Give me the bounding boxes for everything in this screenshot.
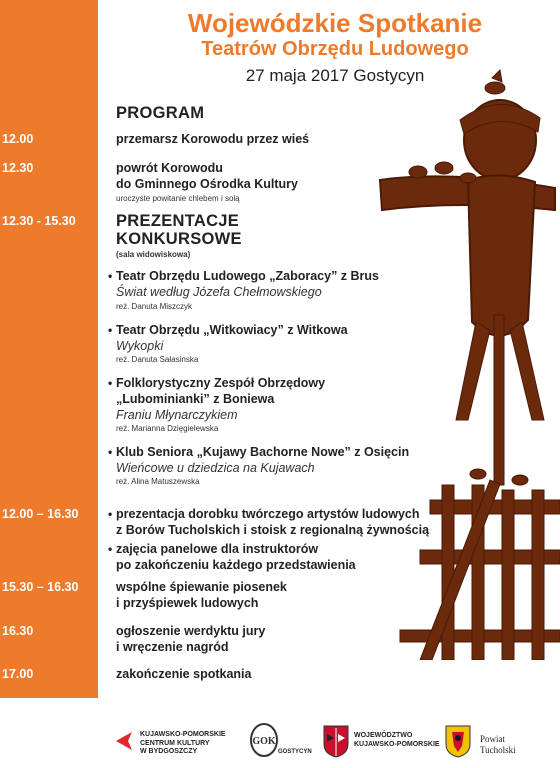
program-item: po zakończeniu każdego przedstawienia <box>116 558 356 572</box>
play-title: Franiu Młynarczykiem <box>116 408 238 422</box>
program-item: i przyśpiewek ludowych <box>116 596 259 610</box>
program-item: wspólne śpiewanie piosenek <box>116 580 287 594</box>
svg-text:GOK: GOK <box>252 736 276 747</box>
program-item: prezentacja dorobku twórczego artystów ludowych <box>116 507 420 521</box>
program-item: powrót Korowodu <box>116 161 223 175</box>
time-label: 12.30 - 15.30 <box>2 214 76 228</box>
kpck-logo-icon <box>112 730 136 752</box>
program-heading: PROGRAM <box>116 104 205 122</box>
troupe-name-cont: „Lubominianki” z Boniewa <box>116 392 275 406</box>
troupe-name: Folklorystyczny Zespół Obrzędowy <box>116 376 326 390</box>
gok-logo-text: GOSTYCYN <box>278 749 312 755</box>
time-label: 12.00 <box>2 132 34 146</box>
program-item: do Gminnego Ośrodka Kultury <box>116 177 298 191</box>
director: reż. Marianna Dzięgielewska <box>116 424 219 433</box>
section-heading: PREZENTACJE <box>116 212 240 230</box>
program-note: uroczyste powitanie chlebem i solą <box>116 194 240 203</box>
program-item: zakończenie spotkania <box>116 667 252 681</box>
bullet: • <box>108 542 113 556</box>
kpck-logo-text: KUJAWSKO-POMORSKIE CENTRUM KULTURY W BYDGOSZCZY <box>140 731 226 755</box>
bullet: • <box>108 269 113 283</box>
troupe-name: Klub Seniora „Kujawy Bachorne Nowe” z Osięcin <box>116 445 410 459</box>
event-date: 27 maja 2017 Gostycyn <box>245 66 425 85</box>
footer-logos <box>0 698 560 768</box>
gok-logo-icon <box>248 722 280 762</box>
director: reż. Danuta Miszczyk <box>116 302 193 311</box>
program-item: i wręczenie nagród <box>116 640 229 654</box>
program-item: zajęcia panelowe dla instruktorów <box>116 542 319 556</box>
troupe-name: Teatr Obrzędu Ludowego „Zaboracy” z Brus <box>116 269 379 283</box>
time-label: 12.00 – 16.30 <box>2 507 79 521</box>
director: reż. Danuta Sałasinska <box>116 355 199 364</box>
event-title: Wojewódzkie Spotkanie <box>187 8 483 38</box>
troupe-name: Teatr Obrzędu „Witkowiacy” z Witkowa <box>116 323 348 337</box>
section-heading: KONKURSOWE <box>116 230 242 248</box>
voivodeship-crest-icon <box>322 724 350 758</box>
section-note: (sala widowiskowa) <box>116 250 191 259</box>
time-label: 17.00 <box>2 667 34 681</box>
bullet: • <box>108 323 113 337</box>
program-item: z Borów Tucholskich i stoisk z regionalną żywnością <box>116 523 430 537</box>
voivodeship-logo-text: WOJEWÓDZTWO KUJAWSKO-POMORSKIE <box>354 732 440 748</box>
bullet: • <box>108 376 113 390</box>
county-crest-icon <box>444 724 472 758</box>
county-logo-text: Powiat Tucholski <box>480 734 516 755</box>
play-title: Świat według Józefa Chełmowskiego <box>116 285 322 299</box>
program-item: przemarsz Korowodu przez wieś <box>116 132 310 146</box>
play-title: Wykopki <box>116 339 164 353</box>
program-item: ogłoszenie werdyktu jury <box>116 624 266 638</box>
director: reż. Alina Matuszewska <box>116 477 200 486</box>
time-label: 15.30 – 16.30 <box>2 580 79 594</box>
scarecrow-illustration <box>360 60 560 660</box>
time-label: 12.30 <box>2 161 34 175</box>
bullet: • <box>108 445 113 459</box>
event-subtitle: Teatrów Obrzędu Ludowego <box>201 38 469 60</box>
play-title: Wieńcowe u dziedzica na Kujawach <box>116 461 315 475</box>
bullet: • <box>108 507 113 521</box>
time-label: 16.30 <box>2 624 34 638</box>
